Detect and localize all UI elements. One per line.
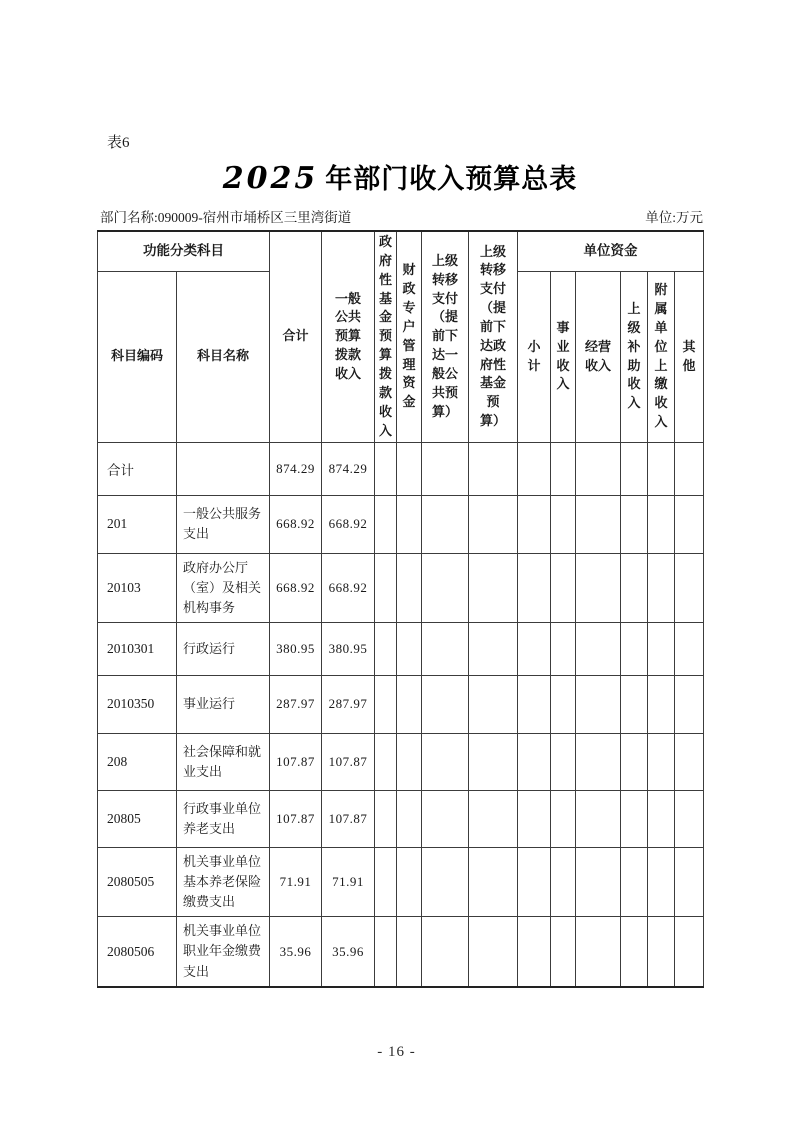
subject-name-cell: 机关事业单位基本养老保险缴费支出 — [177, 847, 270, 916]
title-text: 年部门收入预算总表 — [325, 164, 578, 194]
subject-code-cell: 208 — [98, 733, 177, 790]
empty-cell — [469, 675, 518, 733]
empty-cell — [551, 733, 576, 790]
total-cell: 668.92 — [270, 495, 322, 553]
subject-name-cell: 行政运行 — [177, 622, 270, 675]
page-title — [97, 157, 703, 196]
empty-cell — [576, 847, 621, 916]
general-budget-cell: 874.29 — [322, 442, 375, 495]
empty-cell — [469, 917, 518, 987]
subject-name-cell: 社会保障和就业支出 — [177, 733, 270, 790]
table-row — [98, 442, 704, 495]
title-year: 2025 — [222, 161, 319, 196]
empty-cell — [518, 847, 551, 916]
table-row — [98, 553, 704, 622]
empty-cell — [375, 847, 397, 916]
total-cell: 107.87 — [270, 733, 322, 790]
empty-cell — [675, 553, 704, 622]
header-gov-fund: 政府性基金预算拨款收入 — [375, 231, 397, 442]
empty-cell — [422, 553, 469, 622]
general-budget-cell: 668.92 — [322, 553, 375, 622]
table-row — [98, 733, 704, 790]
table-row — [98, 790, 704, 847]
empty-cell — [469, 790, 518, 847]
budget-table — [97, 230, 704, 988]
empty-cell — [397, 917, 422, 987]
empty-cell — [518, 553, 551, 622]
empty-cell — [648, 790, 675, 847]
general-budget-cell: 287.97 — [322, 675, 375, 733]
empty-cell — [576, 675, 621, 733]
empty-cell — [469, 495, 518, 553]
empty-cell — [648, 675, 675, 733]
empty-cell — [518, 495, 551, 553]
empty-cell — [675, 733, 704, 790]
empty-cell — [397, 495, 422, 553]
table-row — [98, 622, 704, 675]
table-row — [98, 675, 704, 733]
empty-cell — [551, 917, 576, 987]
empty-cell — [576, 622, 621, 675]
empty-cell — [576, 917, 621, 987]
total-cell: 107.87 — [270, 790, 322, 847]
empty-cell — [648, 917, 675, 987]
general-budget-cell: 668.92 — [322, 495, 375, 553]
unit-label: 单位:万元 — [645, 210, 703, 225]
empty-cell — [675, 847, 704, 916]
subject-name-cell: 事业运行 — [177, 675, 270, 733]
empty-cell — [397, 847, 422, 916]
subject-name-cell — [177, 442, 270, 495]
empty-cell — [576, 790, 621, 847]
header-row-1 — [98, 231, 704, 271]
header-functional-classification: 功能分类科目 — [98, 231, 270, 271]
header-superior-subsidy: 上级补助收入 — [621, 271, 648, 442]
header-transfer-general: 上级转移支付（提前下达一般公共预算） — [422, 231, 469, 442]
header-subtotal: 小计 — [518, 271, 551, 442]
empty-cell — [422, 917, 469, 987]
empty-cell — [422, 495, 469, 553]
empty-cell — [375, 495, 397, 553]
empty-cell — [422, 733, 469, 790]
empty-cell — [621, 553, 648, 622]
table-row — [98, 495, 704, 553]
empty-cell — [675, 675, 704, 733]
empty-cell — [375, 790, 397, 847]
empty-cell — [648, 622, 675, 675]
empty-cell — [469, 733, 518, 790]
empty-cell — [551, 553, 576, 622]
empty-cell — [648, 442, 675, 495]
table-row — [98, 917, 704, 987]
header-business-income: 事业收入 — [551, 271, 576, 442]
subject-code-cell: 2080505 — [98, 847, 177, 916]
empty-cell — [551, 622, 576, 675]
subject-code-cell: 2080506 — [98, 917, 177, 987]
subject-code-cell: 合计 — [98, 442, 177, 495]
empty-cell — [518, 917, 551, 987]
subject-name-cell: 行政事业单位养老支出 — [177, 790, 270, 847]
empty-cell — [422, 622, 469, 675]
empty-cell — [397, 622, 422, 675]
header-unit-funds-group: 单位资金 — [518, 231, 704, 271]
empty-cell — [551, 495, 576, 553]
empty-cell — [648, 495, 675, 553]
empty-cell — [675, 495, 704, 553]
empty-cell — [551, 442, 576, 495]
header-total: 合计 — [270, 231, 322, 442]
empty-cell — [621, 733, 648, 790]
subject-code-cell: 2010350 — [98, 675, 177, 733]
empty-cell — [675, 622, 704, 675]
page-number: - 16 - — [377, 1044, 416, 1060]
header-affiliated-remit: 附属单位上缴收入 — [648, 271, 675, 442]
empty-cell — [518, 675, 551, 733]
header-subject-name: 科目名称 — [177, 271, 270, 442]
empty-cell — [469, 622, 518, 675]
empty-cell — [576, 733, 621, 790]
empty-cell — [576, 495, 621, 553]
header-fiscal-account: 财政专户管理资金 — [397, 231, 422, 442]
empty-cell — [675, 917, 704, 987]
empty-cell — [397, 733, 422, 790]
total-cell: 71.91 — [270, 847, 322, 916]
general-budget-cell: 35.96 — [322, 917, 375, 987]
empty-cell — [621, 675, 648, 733]
empty-cell — [576, 553, 621, 622]
empty-cell — [469, 847, 518, 916]
empty-cell — [397, 442, 422, 495]
subject-code-cell: 2010301 — [98, 622, 177, 675]
total-cell: 668.92 — [270, 553, 322, 622]
subject-code-cell: 201 — [98, 495, 177, 553]
empty-cell — [469, 442, 518, 495]
table-label: 表6 — [107, 135, 130, 151]
empty-cell — [518, 442, 551, 495]
empty-cell — [397, 790, 422, 847]
empty-cell — [621, 622, 648, 675]
empty-cell — [551, 675, 576, 733]
header-subject-code: 科目编码 — [98, 271, 177, 442]
empty-cell — [375, 553, 397, 622]
empty-cell — [621, 847, 648, 916]
empty-cell — [621, 495, 648, 553]
empty-cell — [375, 442, 397, 495]
subject-code-cell: 20805 — [98, 790, 177, 847]
empty-cell — [621, 790, 648, 847]
empty-cell — [621, 917, 648, 987]
empty-cell — [518, 790, 551, 847]
empty-cell — [422, 442, 469, 495]
empty-cell — [397, 553, 422, 622]
header-transfer-fund: 上级转移支付（提前下达政府性基金预算） — [469, 231, 518, 442]
header-other: 其他 — [675, 271, 704, 442]
header-general-budget: 一般公共预算拨款收入 — [322, 231, 375, 442]
total-cell: 380.95 — [270, 622, 322, 675]
department-name: 部门名称:090009-宿州市埇桥区三里湾街道 — [100, 210, 352, 225]
empty-cell — [648, 847, 675, 916]
empty-cell — [375, 675, 397, 733]
empty-cell — [375, 733, 397, 790]
empty-cell — [469, 553, 518, 622]
empty-cell — [675, 790, 704, 847]
empty-cell — [375, 917, 397, 987]
subject-name-cell: 机关事业单位职业年金缴费支出 — [177, 917, 270, 987]
total-cell: 35.96 — [270, 917, 322, 987]
subject-code-cell: 20103 — [98, 553, 177, 622]
total-cell: 874.29 — [270, 442, 322, 495]
total-cell: 287.97 — [270, 675, 322, 733]
empty-cell — [518, 733, 551, 790]
empty-cell — [648, 733, 675, 790]
empty-cell — [621, 442, 648, 495]
meta-row — [100, 206, 703, 226]
header-operating-income: 经营收入 — [576, 271, 621, 442]
empty-cell — [518, 622, 551, 675]
general-budget-cell: 71.91 — [322, 847, 375, 916]
table-row — [98, 847, 704, 916]
empty-cell — [675, 442, 704, 495]
empty-cell — [551, 790, 576, 847]
empty-cell — [422, 847, 469, 916]
empty-cell — [422, 790, 469, 847]
general-budget-cell: 107.87 — [322, 790, 375, 847]
empty-cell — [551, 847, 576, 916]
general-budget-cell: 380.95 — [322, 622, 375, 675]
empty-cell — [648, 553, 675, 622]
empty-cell — [375, 622, 397, 675]
general-budget-cell: 107.87 — [322, 733, 375, 790]
empty-cell — [422, 675, 469, 733]
empty-cell — [576, 442, 621, 495]
subject-name-cell: 政府办公厅（室）及相关机构事务 — [177, 553, 270, 622]
empty-cell — [397, 675, 422, 733]
subject-name-cell: 一般公共服务支出 — [177, 495, 270, 553]
